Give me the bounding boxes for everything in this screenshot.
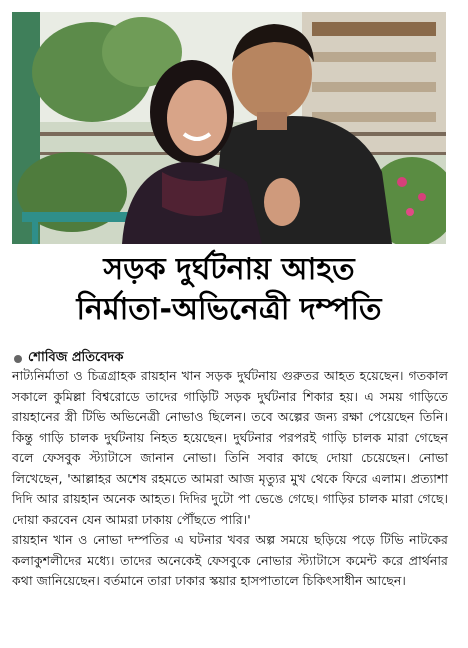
headline-line-1: সড়ক দুর্ঘটনায় আহত (103, 252, 355, 287)
paragraph-2: রায়হান খান ও নোভা দম্পতির এ ঘটনার খবর অল্প সময়ে ছড়িয়ে পড়ে টিভি নাটকের কলাকুশলীদের মধ্যে। তাদের অনেকেই ফেসবুকে নোভার স্ট্যাটাসে কমেন্ট করে প্রার্থনার কথা জানিয়েছেন। বর্তমানে তারা ঢাকার স্কয়ার হাসপাতালে চিকিৎসাধীন আছেন। (12, 532, 448, 588)
byline-text: শোবিজ প্রতিবেদক (28, 350, 124, 365)
headline (12, 250, 446, 330)
headline-line-2: নির্মাতা-অভিনেত্রী দম্পতি (76, 292, 382, 327)
article-photo (12, 12, 446, 244)
paragraph-1: নাট্যনির্মাতা ও চিত্রগ্রাহক রায়হান খান সড়ক দুর্ঘটনায় গুরুতর আহত হয়েছেন। গতকাল সকালে কুমিল্লা বিশ্বরোডে তাদের গাড়িটি সড়ক দুর্ঘটনার শিকার হয়। এ সময় গাড়িতে রায়হানের স্ত্রী টিভি অভিনেত্রী নোভাও ছিলেন। তবে অল্পের জন্য রক্ষা পেয়েছেন তিনি। কিন্তু গাড়ি চালক দুর্ঘটনায় নিহত হয়েছেন। দুর্ঘটনার পরপরই গাড়ি চালক মারা গেছেন বলে ফেসবুক স্ট্যাটাসে জানান নোভা। তিনি সবার কাছে দোয়া চেয়েছেন। নোভা লিখেছেন, 'আল্লাহর অশেষ রহমতে আমরা আজ মৃত্যুর মুখ থেকে ফিরে এলাম। প্রত্যাশা দিদি আর রায়হান অনেক আহত। দিদির দুটো পা ভেঙে গেছে। গাড়ির চালক মারা গেছে। দোয়া করবেন যেন আমরা ঢাকায় পৌঁছতে পারি।' (12, 368, 448, 527)
bullet-icon (14, 355, 22, 363)
article-body (12, 366, 448, 592)
